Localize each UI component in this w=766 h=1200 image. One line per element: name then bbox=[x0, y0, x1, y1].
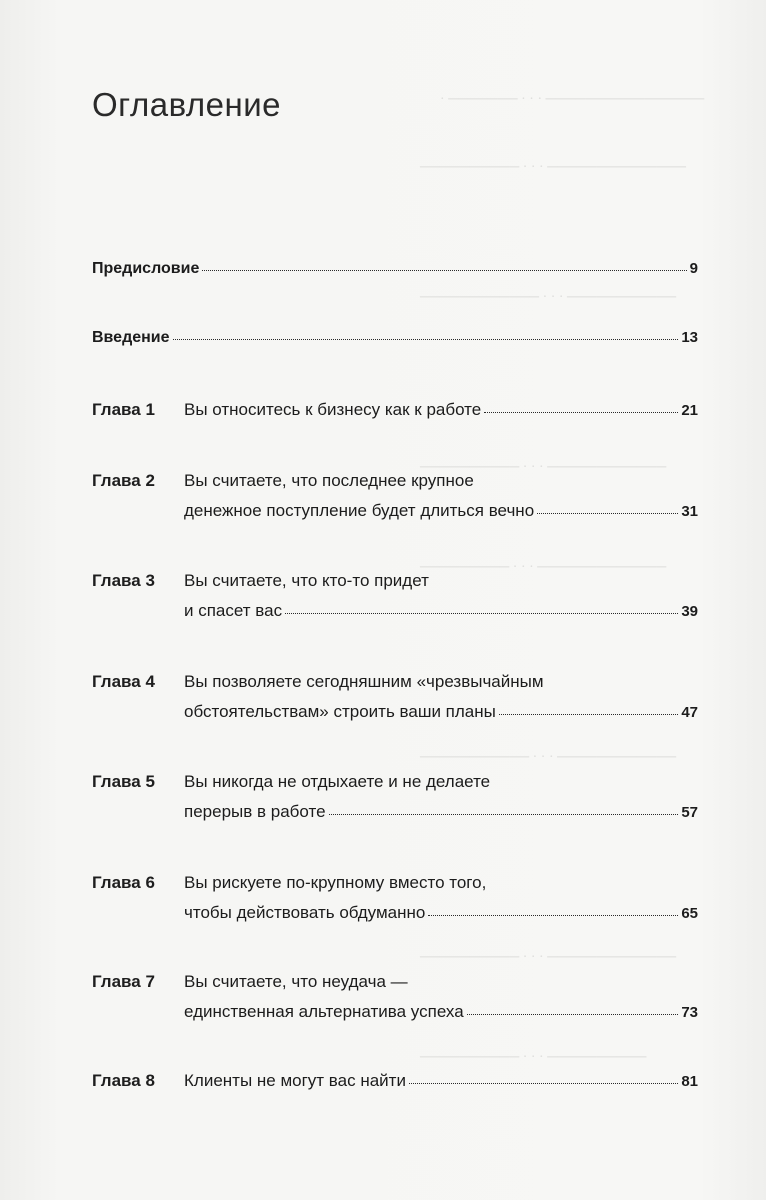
chapter-title-line: Вы никогда не отдыхаете и не делаете bbox=[184, 772, 491, 791]
toc-page-number: 73 bbox=[681, 1004, 698, 1021]
bleed-through-texture: ───────────── · · · ───────── bbox=[420, 560, 667, 575]
toc-entry-introduction[interactable] bbox=[92, 323, 698, 353]
chapter-label: Глава 4 bbox=[92, 672, 155, 691]
chapter-label: Глава 1 bbox=[92, 400, 155, 419]
toc-page-number: 65 bbox=[681, 905, 698, 922]
toc-page-number: 57 bbox=[681, 804, 698, 821]
bleed-through-texture: ──────────── · · · ────────── bbox=[420, 460, 667, 475]
chapter-title-line: перерыв в работе bbox=[184, 802, 326, 821]
dot-leader bbox=[329, 813, 679, 815]
chapter-title-line: Вы считаете, что последнее крупное bbox=[184, 471, 474, 490]
chapter-label: Глава 3 bbox=[92, 571, 155, 590]
chapter-title-line: Вы считаете, что неудача — bbox=[184, 972, 408, 991]
chapter-title-line: Клиенты не могут вас найти bbox=[184, 1071, 406, 1090]
chapter-title-line: Вы считаете, что кто-то придет bbox=[184, 571, 429, 590]
bleed-through-texture: ──────────────── · · · ─────── · bbox=[440, 92, 705, 107]
bleed-through-texture: ────────── · · · ────────── bbox=[420, 1050, 647, 1065]
bleed-through-texture: ──────────── · · · ─────────── bbox=[420, 750, 677, 765]
toc-page-number: 13 bbox=[681, 329, 698, 346]
toc-page-number: 47 bbox=[681, 704, 698, 721]
toc-page-number: 39 bbox=[681, 603, 698, 620]
chapter-label: Глава 5 bbox=[92, 772, 155, 791]
chapter-title-line: денежное поступление будет длиться вечно bbox=[184, 501, 535, 520]
chapter-label: Глава 6 bbox=[92, 873, 155, 892]
dot-leader bbox=[467, 1013, 679, 1015]
chapter-title-line: Вы позволяете сегодняшним «чрезвычайным bbox=[184, 672, 544, 691]
dot-leader bbox=[484, 411, 678, 413]
chapter-label: Глава 8 bbox=[92, 1071, 155, 1090]
chapter-title-line: единственная альтернатива успеха bbox=[184, 1002, 464, 1021]
bleed-through-texture: ───────────── · · · ────────── bbox=[420, 950, 677, 965]
chapter-label: Глава 7 bbox=[92, 972, 155, 991]
chapter-title-line: чтобы действовать обдуманно bbox=[184, 903, 426, 922]
toc-page-number: 21 bbox=[681, 402, 698, 419]
chapter-title-line: обстоятельствам» строить ваши планы bbox=[184, 702, 496, 721]
toc-page-number: 9 bbox=[689, 260, 698, 277]
dot-leader bbox=[499, 713, 678, 715]
dot-leader bbox=[428, 914, 678, 916]
bleed-through-texture: ─────────── · · · ──────────── bbox=[420, 290, 677, 305]
toc-page-number: 31 bbox=[681, 503, 698, 520]
dot-leader bbox=[173, 338, 679, 340]
bleed-through-texture: ────────────── · · · ────────── bbox=[420, 160, 687, 175]
dot-leader bbox=[537, 512, 678, 514]
dot-leader bbox=[202, 269, 686, 271]
chapter-title-line: Вы относитесь к бизнесу как к работе bbox=[184, 400, 482, 419]
toc-entry-label: Введение bbox=[92, 329, 170, 346]
dot-leader bbox=[285, 612, 678, 614]
chapter-title-line: и спасет вас bbox=[184, 601, 283, 620]
toc-title: Оглавление bbox=[92, 86, 281, 123]
dot-leader bbox=[409, 1082, 678, 1084]
toc-page-number: 81 bbox=[681, 1073, 698, 1090]
toc-entry-preface[interactable] bbox=[92, 254, 698, 284]
chapter-label: Глава 2 bbox=[92, 471, 155, 490]
chapter-title-line: Вы рискуете по-крупному вместо того, bbox=[184, 873, 487, 892]
toc-entry-label: Предисловие bbox=[92, 260, 200, 277]
